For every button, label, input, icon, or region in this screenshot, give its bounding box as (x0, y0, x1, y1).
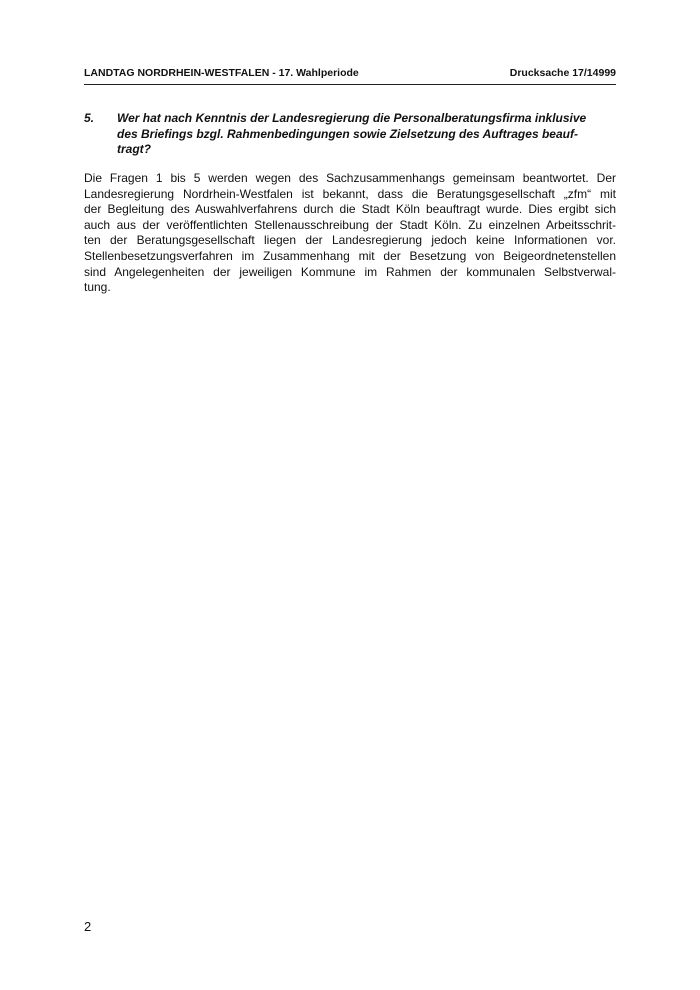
answer-line: ten der Beratungsgesellschaft liegen der Landesregierung jedoch keine Informationen vor. (84, 233, 616, 248)
question-line: tragt? (117, 142, 151, 157)
answer-line: sind Angelegenheiten der jeweiligen Kommune im Rahmen der kommunalen Selbstverwal- (84, 264, 616, 279)
page-number: 2 (84, 919, 92, 934)
question-text (117, 111, 616, 158)
document-number: Drucksache 17/14999 (509, 67, 616, 79)
question-line: des Briefings bzgl. Rahmenbedingungen sowie Zielsetzung des Auftrages beauf- (117, 126, 578, 141)
answer-line: auch aus der veröffentlichten Stellenausschreibung der Stadt Köln. Zu einzelnen Arbeitsschrit- (84, 217, 616, 232)
question-block (84, 111, 616, 158)
answer-line: Landesregierung Nordrhein-Westfalen ist bekannt, dass die Beratungsgesellschaft „zfm“ mit (84, 186, 616, 201)
answer-line: Die Fragen 1 bis 5 werden wegen des Sachzusammenhangs gemeinsam beantwortet. Der (84, 171, 616, 185)
question-number: 5. (84, 111, 95, 125)
answer-line: Stellenbesetzungsverfahren im Zusammenhang mit der Besetzung von Beigeordnetenstellen (84, 248, 616, 263)
question-line: Wer hat nach Kenntnis der Landesregierung die Personalberatungsfirma inklusive (117, 111, 587, 125)
answer-line: der Begleitung des Auswahlverfahrens durch die Stadt Köln beauftragt wurde. Dies ergibt sich (84, 202, 616, 217)
answer-line: tung. (84, 280, 111, 295)
parliament-title: LANDTAG NORDRHEIN-WESTFALEN - 17. Wahlperiode (84, 67, 359, 79)
page-header (84, 67, 616, 85)
answer-paragraph (84, 171, 616, 296)
